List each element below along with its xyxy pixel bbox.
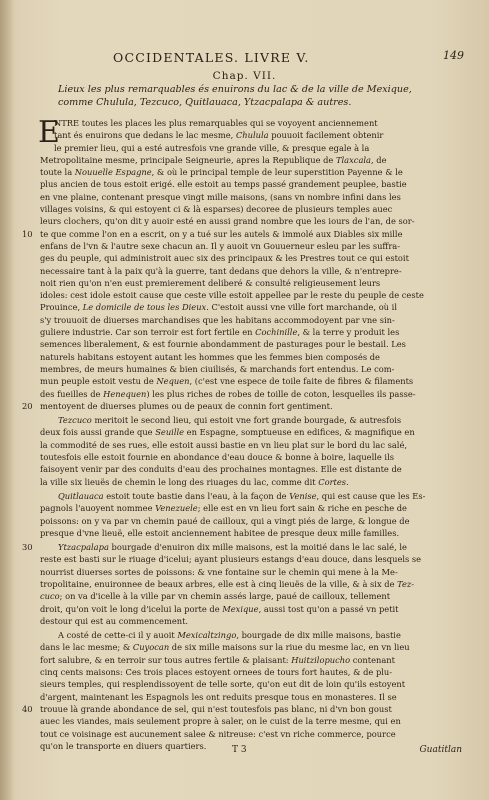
running-head	[0, 50, 489, 68]
drop-cap: E	[38, 115, 60, 150]
text-line: nourrist diuerses sortes de poissons: & vne fontaine sur le chemin qui mene à la Me-	[40, 566, 398, 577]
page-body	[0, 117, 489, 754]
text-line: naturels habitans estoyent autant les hommes que les femmes bien composés de	[40, 351, 380, 362]
text-line: s'y trouuoit de diuerses marchandises que les habitans accommodoyent par vne sin-	[40, 314, 395, 325]
paragraph	[0, 541, 489, 627]
text-line: trouue là grande abondance de sel, qui n'est toutesfois pas blanc, ni d'vn bon goust	[40, 703, 392, 714]
text-line: Ytzacpalapa bourgade d'enuiron dix mille maisons, est la moitié dans le lac salé, le	[58, 542, 407, 553]
page-footer	[0, 745, 489, 759]
chapter-heading-line: Lieux les plus remarquables és enuirons du lac & de la ville de Mexique,	[58, 84, 412, 95]
text-line: noit rien qu'on n'en eust premierement deliberé & consulté religieusement leurs	[40, 277, 381, 288]
text-line: la commodité de ses rues, elle estoit aussi bastie en vn lieu plat sur le bord du lac salé,	[40, 439, 408, 450]
text-line: necessaire tant à la paix qu'à la guerre, tant dedans que dehors la ville, & n'entrepre-	[40, 265, 402, 276]
paragraph	[0, 117, 489, 412]
text-line: NTRE toutes les places les plus remarquables qui se voyoyent anciennement	[54, 118, 378, 128]
margin-line-number: 30	[22, 542, 33, 553]
text-line: dans le lac mesme; & Cuyocan de six mille maisons sur la riue du mesme lac, en vn lieu	[40, 642, 410, 653]
margin-line-number: 10	[22, 228, 33, 239]
text-line: presque d'vne lieuë, elle estoit anciennement habitee de presque deux mille familles.	[40, 527, 400, 538]
text-line: membres, de meurs humaines & bien ciuilisés, & marchands fort entendus. Le com-	[40, 363, 395, 374]
paragraph	[0, 629, 489, 752]
text-line: plus ancien de tous estoit erigé. elle estoit au temps passé grandement peuplee, bastie	[40, 179, 407, 190]
text-line: auec les viandes, mais seulement propre à saler, on le cuist de la terre mesme, qui en	[40, 716, 401, 727]
margin-line-number: 40	[22, 703, 33, 714]
text-line: ges du peuple, qui administroit auec six des principaux & les Prestres tout ce qui estoit	[40, 253, 409, 264]
text-line: te que comme l'on en a escrit, on y a tué sur les autels & immolé aux Diables six mille	[40, 228, 403, 239]
text-line: fort salubre, & en terroir sur tous autres fertile & plaisant: Huitzilopucho contenant	[40, 654, 395, 665]
text-line: cinq cents maisons: Ces trois places estoyent ornees de tours fort hautes, & de plu-	[40, 667, 393, 678]
chapter-heading-line: comme Chulula, Tezcuco, Quitlauaca, Ytzacpalapa & autres.	[58, 96, 352, 108]
text-line: le premier lieu, qui a esté autresfois vne grande ville, & presque egale à la	[54, 142, 370, 153]
text-line: cuco; on va d'icelle à la ville par vn chemin assés large, paué de cailloux, tellement	[40, 591, 391, 602]
paragraph	[0, 490, 489, 539]
text-line: reste est basti sur le riuage d'icelui; ayant plusieurs estangs d'eau douce, dans lesquels se	[40, 554, 422, 565]
text-line: leurs clochers, qu'on dit y auoir esté en aussi grand nombre que les iours de l'an, de sor-	[40, 216, 415, 227]
text-line: toutesfois elle estoit fournie en abondance d'eau douce & bonne à boire, laquelle ils	[40, 452, 394, 463]
folio-number: 149	[443, 49, 464, 62]
text-line: Tezcuco meritoit le second lieu, qui estoit vne fort grande bourgade, & autresfois	[58, 415, 402, 426]
paragraph	[0, 414, 489, 488]
text-line: enfans de l'vn & l'autre sexe chacun an. Il y auoit vn Gouuerneur esleu par les suffra-	[40, 240, 401, 251]
text-line: A costé de cette-ci il y auoit Mexicaltzingo, bourgade de dix mille maisons, bastie	[58, 630, 401, 641]
margin-line-number: 20	[22, 400, 33, 411]
text-line: Metropolitaine mesme, principale Seigneurie, apres la Republique de Tlaxcala, de	[40, 154, 387, 165]
text-line: villages voisins, & qui estoyent ci & là esparses) decoree de plusieurs temples auec	[40, 204, 393, 215]
text-line: la ville six lieuës de chemin le long des riuages du lac, comme dit Cortes.	[40, 476, 349, 487]
text-line: tout ce voisinage est aucunement salee & nitreuse: c'est vn riche commerce, pource	[40, 728, 396, 739]
text-line: mun peuple estoit vestu de Nequen, (c'est vne espece de toile faite de fibres & filaments	[40, 376, 414, 387]
running-title: OCCIDENTALES. LIVRE V.	[113, 50, 310, 65]
text-line: des fueilles de Henequen) les plus riches de robes de toille de coton, lesquelles ils passe-	[40, 388, 416, 399]
text-line: toute la Nouuelle Espagne, & où le principal temple de leur superstition Payenne & le	[40, 167, 403, 178]
text-line: semences liberalement, & est fournie abondamment de pasturages pour le bestail. Les	[40, 339, 406, 350]
text-line: idoles: cest idole estoit cause que ceste ville estoit appellee par le reste du peuple de ceste	[40, 290, 424, 301]
text-line: mentoyent de diuerses plumes ou de peaux de connin fort gentiment.	[40, 400, 333, 411]
chapter-label: Chap. VII.	[212, 70, 277, 82]
text-line: Prouince, Le domicile de tous les Dieux. C'estoit aussi vne ville fort marchande, où il	[40, 302, 397, 313]
text-line: guliere industrie. Car son terroir est fort fertile en Cochinille, & la terre y produit les	[40, 327, 400, 338]
text-line: d'argent, maintenant les Espagnols les ont reduits presque tous en monasteres. Il se	[40, 691, 397, 702]
text-line: droit, qu'on voit le long d'icelui la porte de Mexique, aussi tost qu'on a passé vn petit	[40, 603, 399, 614]
chapter-heading	[58, 84, 468, 109]
text-line: en vne plaine, contenant presque vingt mille maisons, (sans vn nombre infini dans les	[40, 191, 401, 202]
text-line: poissons: on y va par vn chemin paué de cailloux, qui a vingt piés de large, & longue de	[40, 515, 410, 526]
text-line: tant és enuirons que dedans le lac mesme, Chulula pouuoit facilement obtenir	[54, 130, 384, 141]
text-line: tropolitaine, enuironnee de beaux arbres, elle est à cinq lieuës de la ville, & à six de Tez-	[40, 578, 415, 589]
text-line: Quitlauaca estoit toute bastie dans l'eau, à la façon de Venise, qui est cause que les Es-	[58, 490, 426, 501]
signature-mark: T 3	[232, 745, 247, 755]
text-line: destour qui est au commencement.	[40, 615, 189, 626]
text-line: qu'on le transporte en diuers quartiers.	[40, 740, 207, 751]
text-line: sieurs temples, qui resplendissoyent de telle sorte, qu'on eut dit de loin qu'ils estoyent	[40, 679, 406, 690]
text-line: deux fois aussi grande que Seuille en Espagne, somptueuse en edifices, & magnifique en	[40, 427, 415, 438]
text-line: pagnols l'auoyent nommee Venezuele; elle est en vn lieu fort sain & riche en pesche de	[40, 503, 407, 514]
text-line: faisoyent venir par des conduits d'eau des prochaines montagnes. Elle est distante de	[40, 464, 402, 475]
catchword: Guatitlan	[419, 745, 462, 755]
